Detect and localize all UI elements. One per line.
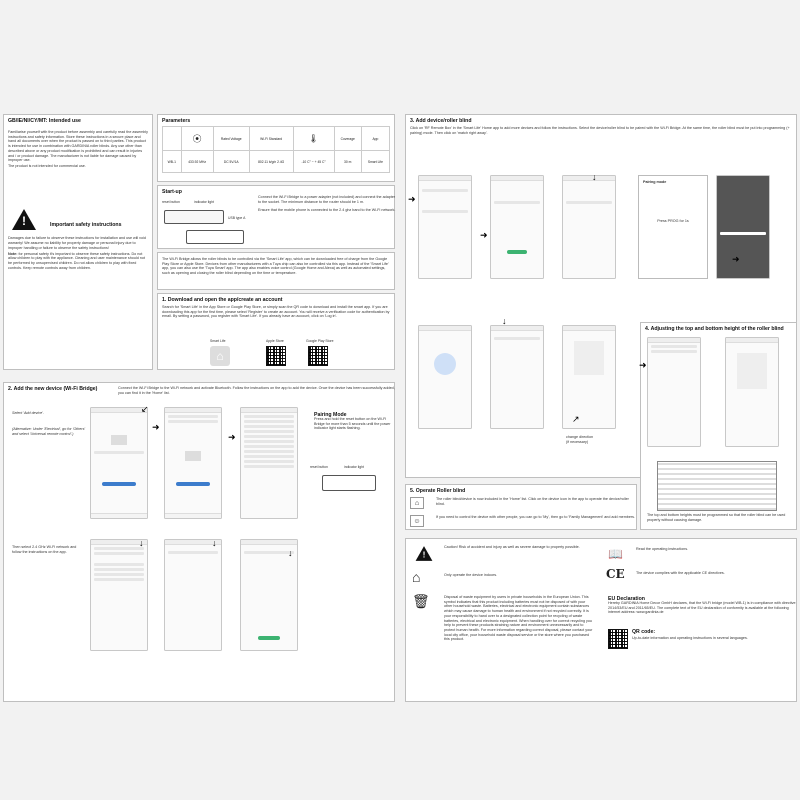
step5-title: 5. Operate Roller blind	[410, 488, 466, 494]
phone-screen-blind-control	[562, 325, 616, 429]
phone-screen-dark	[716, 175, 770, 279]
startup-panel	[157, 185, 395, 249]
eu-declaration-title: EU Declaration	[608, 596, 645, 602]
note-label: Note:	[8, 251, 18, 256]
param-header: Rated Voltage	[213, 127, 249, 151]
safety-text: Damages due to failure to observe these instructions for installation and use will void warranty! We assume no liability for property damage or personal injury due to improper handling or failure to observe the safety instructions!	[8, 236, 146, 250]
step5-text-1: The roller blind/device is now included in the 'Home' list. Click on the device icon in the app to operate the device/roller blind.	[436, 497, 629, 506]
step2-panel	[3, 382, 395, 702]
step1-title: 1. Download and open the app/create an account	[162, 297, 283, 303]
smart-life-label: Smart Life	[210, 339, 226, 343]
parameters-table	[162, 126, 390, 173]
step5-panel	[405, 484, 637, 530]
apple-store-label: Apple Store	[266, 339, 284, 343]
arrow-down-icon: ↓	[502, 316, 507, 326]
apple-store-qr-icon	[266, 346, 286, 366]
roller-blind-icon	[657, 461, 777, 511]
read-instructions-text: Read the operating instructions.	[636, 547, 689, 551]
google-store-label: Google Play Store	[306, 339, 334, 343]
indicator-light-label: indicator light	[194, 200, 214, 204]
param-header: Wi-Fi Standard	[249, 127, 293, 151]
startup-title: Start-up	[162, 189, 182, 195]
param-cell: Smart Life	[361, 151, 389, 173]
phone-screen-wifi-select	[90, 539, 148, 651]
param-header: Coverage	[334, 127, 361, 151]
done-button[interactable]	[258, 636, 280, 640]
wifi-icon: ⦿	[192, 134, 202, 144]
step1-panel	[157, 293, 395, 370]
arrow-right-icon: ➜	[408, 194, 416, 204]
bridge-info-text: The Wi-Fi Bridge allows the roller blinds to be controlled via the 'Smart Life' app, which can be downloaded free of charge from the Google Play Store or Apple Store. Devices from other manufacturers with a Tuya chip can also be controlled via this app. Instead of the 'Smart Life' app, you can also use the 'Tuya Smart' app. The app also enables voice control (Google Home and Alexa) as well as automated settings, such as opening and closing the roller blind depending on the time or temperature.	[162, 257, 389, 276]
parameters-title: Parameters	[162, 118, 191, 124]
param-cell: 802.11 b/g/n 2.4G	[249, 151, 293, 173]
phone-screen-rf-remote	[490, 175, 544, 279]
add-device-button[interactable]	[102, 482, 136, 486]
select-add-device: Select 'Add device'.	[12, 411, 44, 415]
pairing-mode-title: Pairing Mode	[314, 412, 347, 418]
phone-screen-pairing	[418, 325, 472, 429]
device-icon	[111, 435, 127, 445]
phone-screen-device-list	[240, 407, 298, 519]
startup-text-1: Connect the Wi-Fi Bridge to a power adapter (not included) and connect the adapter to the socket. The minimum distance to the router should be 1 m.	[258, 195, 396, 204]
select-24ghz-text: Then select 2.4 GHz Wi-Fi network and follow the instructions on the app.	[12, 545, 77, 554]
safety-title: Important safety instructions	[50, 222, 122, 229]
wifi-bridge-device-icon	[322, 475, 376, 491]
pairing-mode-label: Pairing mode	[643, 180, 667, 184]
param-cell: 30 m	[334, 151, 361, 173]
wifi-bridge-device-icon	[186, 230, 244, 244]
indoors-text: Only operate the device indoors.	[444, 573, 498, 577]
disposal-bin-icon: 🗑	[412, 593, 430, 609]
caution-text: Caution! Risk of accident and injury as well as severe damage to property possible.	[444, 545, 580, 549]
arrow-down-icon: ↙	[141, 404, 149, 414]
startup-text-2: Ensure that the mobile phone is connected to the 2.4 ghz band to the Wi-Fi network.	[258, 208, 396, 213]
step5-text-2: If you need to control the device with other people, you can go to 'My', then go to 'Family Management' and add members.	[436, 515, 635, 519]
phone-screen-add-menu	[164, 407, 222, 519]
param-cell: WB-1	[163, 151, 182, 173]
bridge-info-panel	[157, 252, 395, 290]
intended-use-text: Familiarise yourself with the product before assembly and carefully read the assembly instructions and safety information. Store these instructions in a secure place and hand all documents over when the product is passed on to third parties. This product is intended for use in combination with GARDINIA roller blinds. Any use other than described above or any product modification is prohibited and can result in injuries and / or product damage. The manufacturer is not liable for damage caused by improper use.	[8, 130, 148, 163]
indoors-icon: ⌂	[412, 569, 421, 585]
qr-text: Up-to-date information and operating instructions in several languages.	[632, 636, 748, 640]
warning-triangle-icon	[12, 209, 36, 230]
alternative-text: (Alternative: Under 'Electrical', go for 'Others' and select 'Universal remote control'.)	[12, 427, 86, 436]
param-header: App	[361, 127, 389, 151]
arrow-right-icon: ↗	[572, 414, 580, 424]
arrow-right-icon: ➜	[639, 360, 647, 370]
book-icon: 📖	[608, 547, 623, 561]
note-text: for personal safety it's important to observe these safety instructions. Do not allow children to play with the appliance. Cleaning and user maintenance should not be performed by unsupervised children. Do not allow children to play with fixed controls. Keep remote controls away from children.	[8, 251, 145, 270]
qr-code-icon	[608, 629, 628, 649]
caution-icon	[416, 546, 433, 561]
thermometer-icon: 🌡	[308, 134, 319, 143]
ce-text: The device complies with the applicable CE directives.	[636, 571, 725, 575]
home-icon: ⌂	[410, 497, 424, 509]
step4-title: 4. Adjusting the top and bottom height of the roller blind	[645, 326, 784, 332]
step4-note: The top and bottom heights must be programmed so that the roller blind can be used properly without causing damage.	[647, 513, 786, 522]
legal-panel	[405, 538, 797, 702]
parameters-panel	[157, 114, 395, 182]
disposal-text: Disposal of waste equipment by users in private households in the European Union. This symbol indicates that this product including batteries must not be disposed of with your other household waste. Batteries, electrical and electronic equipment contain substances which may cause damage to human health and environment if not recycled correctly. It is your responsibility to hand over to a designated collection point for recycling of waste batteries, electrical and electronic equipment. When handling over for correct recycling you help to prevent these products straining nature and environment unnecessarily and to protect human health. For more information regarding correct disposal, please contact your local city office, your household waste disposal service or the store where you purchased this product.	[444, 595, 593, 642]
phone-screen-add-sub	[562, 172, 616, 279]
manual-sheet	[0, 108, 800, 704]
step3-text: Click on 'RF Remote Box' in the 'Smart Life' Home app to add more devices and follow the instructions. Select the device/roller blind to be paired with the Wi-Fi Bridge. At the same time, the roller blind must be put into programming (+ pairing) mode. Then click on 'match right away'.	[410, 126, 790, 135]
home-app-icon: ⌂	[210, 346, 230, 366]
match-button[interactable]	[507, 250, 528, 254]
step3-title: 3. Add device/roller blind	[410, 118, 472, 124]
google-store-qr-icon	[308, 346, 328, 366]
pairing-mode-text: Press and hold the reset button on the Wi-Fi Bridge for more than 5 seconds until the power indicator light starts flashing.	[314, 417, 391, 431]
arrow-right-icon: ➜	[480, 230, 488, 240]
arrow-down-icon: ↓	[288, 548, 293, 558]
phone-screen-limits	[725, 337, 779, 447]
pairing-mode-box	[638, 175, 708, 279]
reset-button-label: reset button	[162, 200, 180, 204]
pairing-reset-label: reset button	[310, 465, 328, 469]
step4-panel	[640, 322, 797, 530]
phone-screen-rf-box	[418, 175, 472, 279]
intended-use-text-2: The product is not intended for commercial use.	[8, 164, 86, 169]
intended-use-title: GB/IE/NI/CY/MT: Intended use	[8, 118, 81, 124]
step2-title: 2. Add the new device (Wi-Fi Bridge)	[8, 386, 98, 392]
ce-mark-icon: CE	[606, 567, 625, 581]
arrow-down-icon: ↓	[139, 538, 144, 548]
wifi-bridge-device-icon	[164, 210, 224, 224]
arrow-right-icon: ➜	[732, 254, 740, 264]
param-header-wifi	[181, 127, 213, 151]
change-direction-label: change direction (if necessary)	[566, 435, 594, 444]
arrow-down-icon: ↓	[592, 172, 597, 182]
arrow-right-icon: ➜	[228, 432, 236, 442]
phone-screen-add-device	[164, 539, 222, 651]
eu-declaration-text: Hereby GARDINIA Home Decor GmbH declares, that the Wi-Fi bridge (model WB-1) is in compliance with directive 2014/53/EU and 2011/65/EU. The complete text of the EU declaration of conformity is available at the following internet address: www.gardinia.de	[608, 601, 796, 615]
pairing-indicator-label: indicator light	[344, 465, 364, 469]
step2-intro: Connect the Wi-Fi Bridge to the Wi-Fi network and activate Bluetooth. Follow the instructions on the app to add the device. Once the device has been successfully added, you can find it in the 'Home' list.	[118, 386, 395, 395]
qr-title: QR code:	[632, 629, 656, 635]
step1-text: Search for 'Smart Life' in the App Store or Google Play Store, or simply scan the QR code to download and install the smart app. If you are downloading this app for the first time, please select 'Register' to create an account. You will receive a verification code for authentication by email. By setting a password, you register with 'Smart Life'. If you already have an account, click on 'Log in'.	[162, 305, 390, 319]
arrow-right-icon: ➜	[152, 422, 160, 432]
param-cell: 433.92 MHz	[181, 151, 213, 173]
param-cell: -10 C° ~ + 45 C°	[293, 151, 334, 173]
phone-screen-home	[90, 404, 149, 519]
phone-screen-settings	[647, 337, 701, 447]
intended-use-panel	[3, 114, 153, 370]
param-header-temp	[293, 127, 334, 151]
param-cell: DC 5V/1A	[213, 151, 249, 173]
usb-label: USB type A	[228, 216, 246, 220]
user-icon: ☺	[410, 515, 424, 527]
arrow-down-icon: ↓	[212, 538, 217, 548]
param-header	[163, 127, 182, 151]
phone-screen-blind-list	[490, 325, 544, 429]
press-prog-label: Press PROG for 1s	[657, 218, 689, 223]
